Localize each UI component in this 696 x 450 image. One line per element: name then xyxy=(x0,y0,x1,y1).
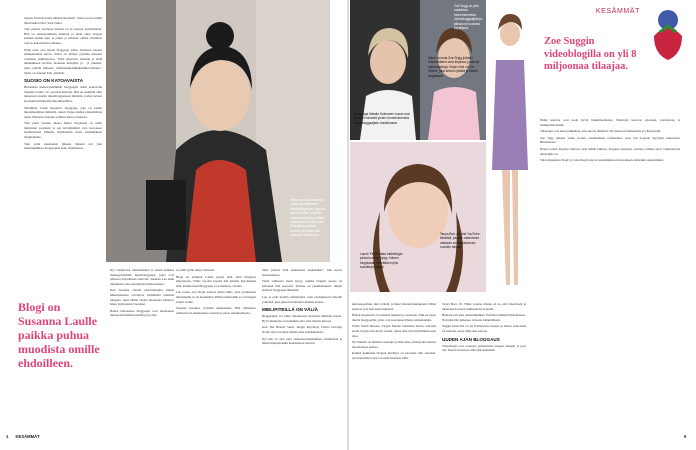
strawberry-decoration xyxy=(648,6,688,62)
paragraph: Kun The Blonde Salad -blogin kirjoittaja Chiara Ferragni aloitti, hän ei tiennyt mitään alan pelisäännöistä. xyxy=(262,325,342,334)
paragraph: Suggin kanavalla on yli 8 miljoonaa tilaajaa ja hänen videoitaan on katsottu satoja miljoonia kertoja. xyxy=(442,324,526,333)
paragraph: Susanna kuvailee tyyliään eklektiseksi. Hän yhdistelee rohkeasti eri aikakausien vaatteita ja uusia suunnittelijoita. xyxy=(176,306,256,315)
paragraph: Blogi on pohtinut Laulle paljon siitä, mitä blogeissa kirjoitetaan. Viime vuoden lopulla hän julkaisi kirjoituksen siitä, kuinka muotibloggaajat ovat haluttuja vieraita. xyxy=(176,274,256,288)
paragraph: Hänen toinen kirjansa ilmestyi pian tämän jälkeen. Kirjojen menestys osoittaa, kuinka suuri vaikutusvalta tubettajilla on. xyxy=(540,146,680,156)
paragraph: Sittemmin Laulle luokseen -bloggaaja, joka on saanut muotimaailman ihmisiltä, kuten Vogue-lehden päätoimittaja Anna Wintouria myöten, julkista tukea ja kiitosta. xyxy=(24,105,102,119)
paragraph: White Youth Disease -blogin Natalie Tolmanen kertoi, että hän aloitti blogin vain huvin vuoksi, mutta siitä tuli myöhemmin uran alku. xyxy=(352,324,436,338)
paragraph: Vain parin kuukauden jälkeen hänestä tuli yksi tunnetuimmista bloggaajista koko maailmassa. xyxy=(24,141,102,151)
footer-left xyxy=(6,434,40,439)
paragraph: kuin kaupalliset, mm. brändit, ja muut yhteistyökumppanit. Nämä kanavat ovat kasvaneet huimasti. xyxy=(352,302,437,311)
page-gutter xyxy=(347,0,349,450)
paragraph: Vain parissa vuodessa mainen tai ei-vuoteen uusiltamaton. Hän on rekisteröimässä nimensä ja pitää omia vlogeja kolmen tunnin ajan, ja jatkaa ja nahdaan omille sivuilleen vain se kokonainen tarinansa. xyxy=(24,27,102,45)
right-col-3 xyxy=(540,118,680,428)
photo-caption: Laurie Peri tuottaa taideblogia jonka kuvaus löytyy. Hänen blogissaan esitellään myös suosittuja tyylejä. xyxy=(360,252,403,270)
paragraph: Kun Susanna vieraili muotiviikoilla, hänen näkemyksensä tavoittivat kymmeniä tuhansia lukijoita. Juuri tämän vuoksi muotitalot haluavat hänet näytöstensä vieraaksi. xyxy=(110,288,174,307)
paragraph: Nyt hän on yksi alan vaikutusvaltaisimmista henkilöistä ja hänen mielipiteitään kuunnellaan tarkasti. xyxy=(262,336,342,346)
paragraph: Siksi pelissä tällä kaukaisesti kaukaisiksi", hän kertoi haastattelussa. xyxy=(262,268,342,277)
paragraph: Zoe Sugg julkaisi viime vuonna ensimmäisen romaaninsa, josta tuli nopeasti myydyin esikoisteos Britanniassa. xyxy=(540,135,680,145)
paragraph: Nämä kanavat ovat usein hyvin henkilökohtaisia. Tubettajat kertovat arjestaan, vaatteistaan ja meikkivinkeistään. xyxy=(540,118,680,127)
footer-right xyxy=(684,434,686,439)
paragraph: Tubettajat ovat uusia julkkiksia, joita nuoret ihailevat. He tienaavat mainoksilla ja yhteistyöllä. xyxy=(540,129,661,134)
headline: Zoe Suggin videoblogilla on yli 8 miljoonaa tilaajaa. xyxy=(544,36,637,72)
section-tag: KESÄMMÄT xyxy=(595,8,640,15)
left-col-4 xyxy=(262,268,342,428)
paragraph: Hänestä tuli yksi tunnetuimmista YouTube-tähdistä Britanniassa. Nykyään hän julkaisee videoita säännöllisesti. xyxy=(442,313,526,322)
paragraph: Hänen kaltaisensa bloggaajat ovat muuttaneet muotijournalismin kenttää pysyvästi. xyxy=(110,308,174,318)
left-col-3 xyxy=(176,268,256,428)
photo-illustration xyxy=(488,0,532,295)
subheading: SUOSIO ON KATOAVAISTA xyxy=(24,78,84,84)
paragraph: Nyt hänellä on tuhansia seuraajia ja hän tekee yhteistyötä suurten muotitalojen kanssa. xyxy=(352,340,436,349)
paragraph: Tulevaisuudessa blogit ja videoblogit tulevat todennäköisesti kasvamaan entistäkin suuremmiksi. xyxy=(540,158,664,163)
paragraph: sä, mitä tyylin tekee ryhtiseen. xyxy=(176,268,215,272)
page-number: 5 xyxy=(684,434,687,439)
paragraph: Lau ei pidä itseään toimittajana vaan ensisijaisesti muodin ystävänä, joka jakaa havaintonsa muiden kanssa. xyxy=(262,294,342,304)
section-name: KESÄMMÄT xyxy=(15,434,40,439)
paragraph: Lau toteaa, että blogit antavat äänen niille, joita perinteinen muotimedia ei ole kuunnellut. Hänen mielestään se on blogien suurin voima. xyxy=(176,290,256,304)
photo-caption: Bloggaaja Natalie Kolmanen kuvat ovat tehneet hänestä yhden tunnetuimmista muotibloggaajista maailmassa. xyxy=(354,112,410,125)
subheading: MIELIPITEILLÄ ON VÄLIÄ xyxy=(262,307,318,313)
left-col-2-top xyxy=(110,268,174,318)
pull-quote: Blogi on Susanna Laulle paikka puhua muodista omille ehdoilleen. xyxy=(18,300,100,370)
paragraph: Näitä tutut ovat monia bloggaaja jatkaa tiiviiseen nuoren ammattilainen kuvaa. Seller on pitänyt pyörään luksusta ostamaan palkitsijoissa. "Olen mysevärt. Kukaan ei tiedä mitäkäkkeen lavoista luokseen katsojille ja - ja julkisen, jotka pitävät minusta, multkasikkettäkkäkäsikkovahtinut", Seller on sanonut Elle -lehdelle. xyxy=(24,47,102,75)
paragraph: lokaan. Eivät he halua näkää kanveisiin", Seller on korvaillut muotiviikon New York Times. xyxy=(24,16,102,25)
paragraph: Britannian menestyneimmän bloggaajan titteli kantavalle Susanna Laulle, 32, sen tilaa kiistatta. Hän on aiemmin ollut tunnetusti nuoriin muotibloggaajaan ihmisiin, joiden kuvien koostumus miellyttää muotimaailmaa. xyxy=(24,85,102,103)
page-number: 4 xyxy=(6,434,9,439)
paragraph: Tanya Burr, 18. Viime vuonna tilanne oli se, että videoblogit ja tubettajat nousivat julkisuuteen nopeasti. xyxy=(442,302,526,311)
photo-caption: Viime vuonna Susanna Laulle sai palkinnon muotibloggaajan, joka on saanut eniten suosiota muotimaailmassa. Bättre mahdollisuus kuin muut. Kannattaa vaihtaa muotiin ja tuoda esiin erilainen näkökulma. xyxy=(290,198,326,238)
paragraph: Hänen blogissaan on tuhansia lukijoita ja seuraajia. Niin on myös muilla bloggaajilla, jotka ovat seuranneet hänen esimerkkiään. xyxy=(352,313,436,322)
right-col-2 xyxy=(442,302,526,426)
subheading: UUDEN AJAN BLOGGAUS xyxy=(442,336,500,342)
paragraph: Videoblogit ovat nousseet perinteisten blogien rinnalle ja jopa ohi. Nuoret seuraavat niitä yhä enemmän. xyxy=(442,343,526,353)
photo-caption: Tanya Burr on yksi YouTube-tähdistä, joka on rakentanut valtavan seuraajakunnan vuosien aikana. xyxy=(440,232,481,250)
right-col-1 xyxy=(352,302,436,426)
photo-caption: Zoe Sugg on yksi maailman tunnetuimmista videobloggaajista ja jatkaa nyt uraansa kirjailijana. xyxy=(454,4,482,31)
paragraph: Bloggaajien ovi tullut muotiuraan vieraiden ihmisten kautta. Hyvä mielipide on kuitenkin aina ollut tärkein kriteeri. xyxy=(262,314,342,323)
paragraph: Kaiken kaikkiaan blogien merkitys on kasvanut niin suureksi, että muotitalot eivät voi enää sivuuttaa niitä. xyxy=(352,351,436,360)
photo-zoe-sugg-dress xyxy=(488,0,532,295)
paragraph: Nyt vaikuttavat tunnetuimmat ja ennen kaikkea menestyneimmät muotibloggaajat, jotka ovat päässeet näytöksissä eturiviin. Susanna Lau istuu rinnakkain alan suurimpien nimien kanssa. xyxy=(110,268,174,286)
paragraph: Tässä vaiheessa moni kysyy, kuinka blogien suosio on kasvanut niin nopeasti. Vastaus on yksinkertainen: lukijat kokevat bloggaajat läheisinä. xyxy=(262,279,342,293)
strawberry-icon xyxy=(648,6,688,62)
paragraph: Vain parin vuoden aikana hänen blogistaan on tullut lukijoiden suosituin ja sen kävijämäärät ovat kasvaneet merkittävästi. Hänelle myönnettiin myös ensimmäinen blogipalkinto. xyxy=(24,121,102,140)
photo-caption: Viime vuonna Zoe Sugg julkaisi ensimmäisen oma kirjansa, josta tuli menestyskirja. Kirjan nimi on Girl Online, joka kertoo tytöstä ja hänen blogistaan. xyxy=(428,56,480,78)
